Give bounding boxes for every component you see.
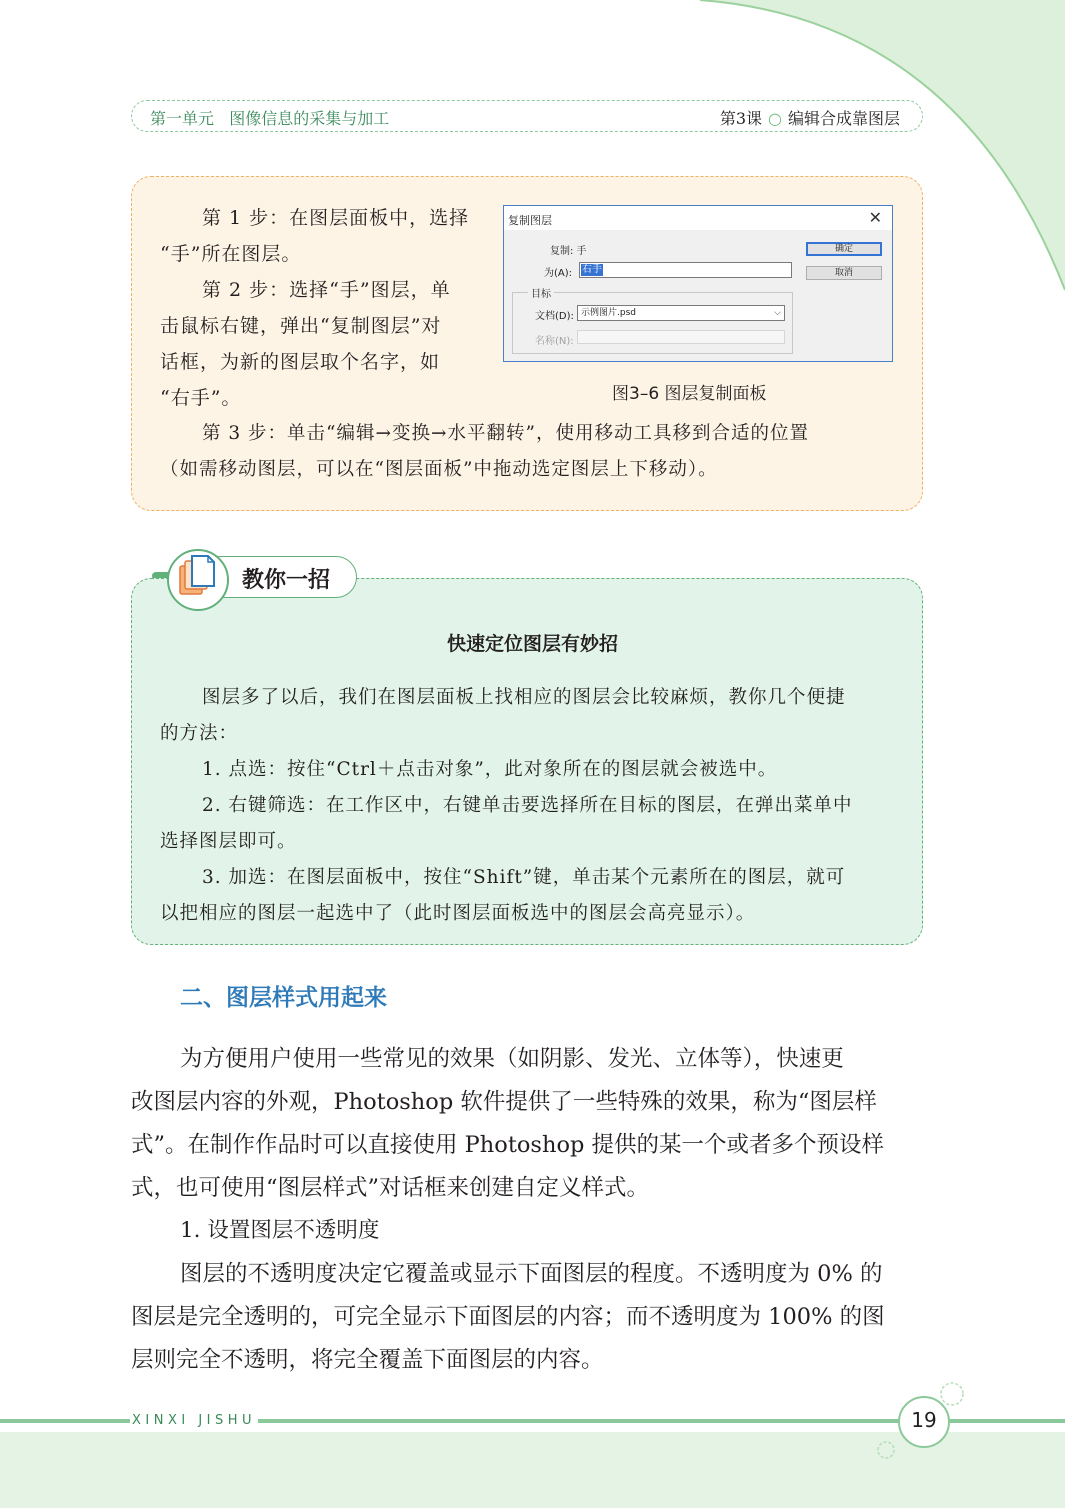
- step-line: 击鼠标右键，弹出“复制图层”对: [160, 315, 442, 337]
- step-line: “右手”。: [160, 387, 242, 409]
- body-line: 层则完全不透明，将完全覆盖下面图层的内容。: [131, 1347, 604, 1373]
- body-line: 式，也可使用“图层样式”对话框来创建自定义样式。: [131, 1175, 650, 1201]
- page-number: 19: [911, 1408, 937, 1432]
- tip-line: 选择图层即可。: [160, 831, 297, 852]
- chevron-down-icon: ⌵: [774, 308, 781, 318]
- tip-line: 的方法：: [160, 723, 239, 744]
- dialog-title: 复制图层: [508, 214, 552, 227]
- subsection-title: 1. 设置图层不透明度: [180, 1218, 380, 1243]
- step-line: 话框，为新的图层取个名字，如: [160, 351, 441, 373]
- document-value: 示例图片.psd: [581, 308, 636, 318]
- cancel-button[interactable]: 取消: [806, 266, 882, 280]
- copy-label: 复制: 手: [550, 246, 587, 257]
- tip-line: 3. 加选：在图层面板中，按住“Shift”键，单击某个元素所在的图层，就可: [202, 867, 846, 888]
- lesson-title: [720, 106, 900, 129]
- figure-caption: 图3–6 图层复制面板: [612, 384, 767, 404]
- unit-title: 第一单元 图像信息的采集与加工: [150, 109, 390, 128]
- body-line: 式”。在制作作品时可以直接使用 Photoshop 提供的某一个或者多个预设样: [131, 1132, 885, 1158]
- body-line: 改图层内容的外观，Photoshop 软件提供了一些特殊的效果，称为“图层样: [131, 1089, 877, 1115]
- lesson-number: 第3课: [719, 109, 763, 128]
- tip-label: 教你一招: [242, 568, 331, 593]
- target-group-title: 目标: [528, 285, 554, 300]
- step-line: （如需移动图层，可以在“图层面板”中拖动选定图层上下移动）。: [160, 459, 718, 480]
- step-line: 第 1 步：在图层面板中，选择: [202, 207, 470, 229]
- step-line: “手”所在图层。: [160, 243, 302, 265]
- dialog-titlebar: [504, 206, 892, 230]
- tip-heading: 快速定位图层有妙招: [446, 633, 618, 655]
- step-line: 第 3 步：单击“编辑→变换→水平翻转”，使用移动工具移到合适的位置: [202, 423, 809, 444]
- layer-name-value: 右手: [582, 264, 602, 275]
- body-line: 图层是完全透明的，可完全显示下面图层的内容；而不透明度为 100% 的图: [131, 1304, 885, 1330]
- close-icon[interactable]: ✕: [868, 208, 882, 227]
- duplicate-layer-dialog: [503, 205, 893, 362]
- as-label: 为(A):: [544, 268, 573, 279]
- section-title: 二、图层样式用起来: [180, 985, 387, 1011]
- tip-line: 以把相应的图层一起选中了（此时图层面板选中的图层会高亮显示）。: [160, 903, 756, 924]
- ok-button[interactable]: 确定: [806, 242, 882, 256]
- body-line: 为方便用户使用一些常见的效果（如阴影、发光、立体等），快速更: [180, 1046, 844, 1072]
- body-line: 图层的不透明度决定它覆盖或显示下面图层的程度。不透明度为 0% 的: [180, 1261, 883, 1287]
- layer-name-input[interactable]: [579, 262, 792, 278]
- step-line: 第 2 步：选择“手”图层，单: [202, 279, 451, 301]
- ring-icon: ○: [768, 109, 782, 128]
- name-input: [577, 330, 785, 344]
- tip-line: 图层多了以后，我们在图层面板上找相应的图层会比较麻烦，教你几个便捷: [202, 687, 846, 708]
- tip-line: 1. 点选：按住“Ctrl＋点击对象”，此对象所在的图层就会被选中。: [202, 759, 778, 780]
- lesson-name: 编辑合成靠图层: [787, 109, 900, 128]
- document-icon: [166, 548, 230, 612]
- document-label: 文档(D):: [535, 311, 574, 322]
- footer-word: XINXI JISHU: [132, 1413, 257, 1428]
- tip-line: 2. 右键筛选：在工作区中，右键单击要选择所在目标的图层，在弹出菜单中: [202, 795, 853, 816]
- document-select[interactable]: [577, 305, 785, 321]
- name-label: 名称(N):: [535, 336, 574, 347]
